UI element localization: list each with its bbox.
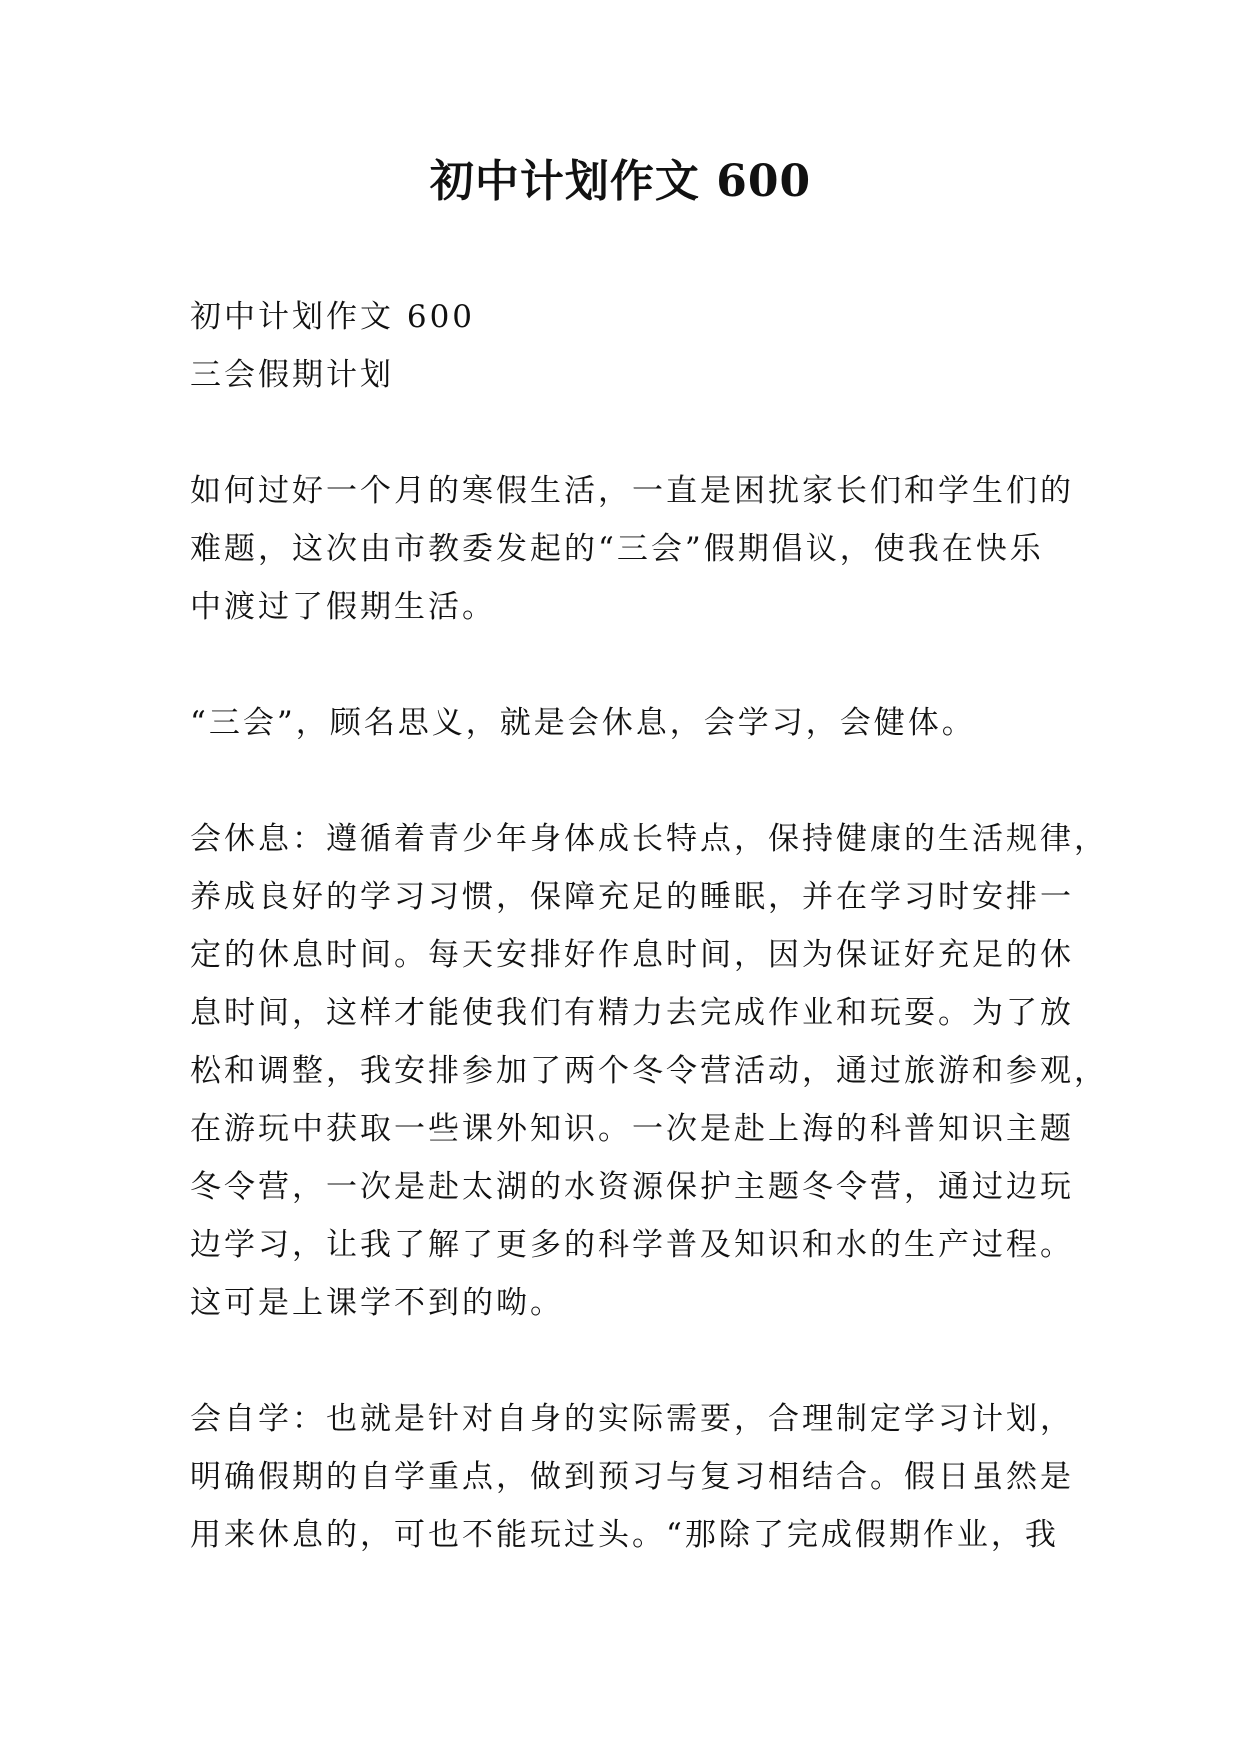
paragraph bbox=[190, 1390, 1074, 1564]
text-line: 在游玩中获取一些课外知识。一次是赴上海的科普知识主题 bbox=[190, 1111, 1074, 1147]
text-line: 边学习，让我了解了更多的科学普及知识和水的生产过程。 bbox=[190, 1227, 1074, 1263]
text-line: 难题，这次由市教委发起的“三会”假期倡议，使我在快乐 bbox=[190, 531, 1044, 567]
text-line: 明确假期的自学重点，做到预习与复习相结合。假日虽然是 bbox=[190, 1459, 1074, 1495]
header-line: 初中计划作文 600 bbox=[190, 299, 476, 335]
paragraph-gap bbox=[190, 752, 1070, 810]
paragraph-gap bbox=[190, 1332, 1070, 1390]
header-block bbox=[190, 288, 1070, 404]
text-line: “三会”，顾名思义，就是会休息，会学习，会健体。 bbox=[190, 705, 976, 741]
paragraph-gap bbox=[190, 636, 1070, 694]
text-line: 中渡过了假期生活。 bbox=[190, 589, 496, 625]
paragraph bbox=[190, 810, 1108, 1332]
text-line: 会自学：也就是针对自身的实际需要，合理制定学习计划， bbox=[190, 1401, 1074, 1437]
text-line: 定的休息时间。每天安排好作息时间，因为保证好充足的休 bbox=[190, 937, 1074, 973]
document-title: 初中计划作文 600 bbox=[429, 156, 812, 207]
paragraph bbox=[190, 462, 1074, 636]
header-line: 三会假期计划 bbox=[190, 357, 394, 393]
text-line: 松和调整，我安排参加了两个冬令营活动，通过旅游和参观， bbox=[190, 1053, 1108, 1089]
text-line: 用来休息的，可也不能玩过头。“那除了完成假期作业，我 bbox=[190, 1517, 1059, 1553]
document-body bbox=[190, 288, 1108, 1564]
text-line: 息时间，这样才能使我们有精力去完成作业和玩耍。为了放 bbox=[190, 995, 1074, 1031]
paragraph bbox=[190, 694, 1070, 752]
paragraph-gap bbox=[190, 404, 1070, 462]
text-line: 这可是上课学不到的呦。 bbox=[190, 1285, 564, 1321]
text-line: 养成良好的学习习惯，保障充足的睡眠，并在学习时安排一 bbox=[190, 879, 1074, 915]
text-line: 冬令营，一次是赴太湖的水资源保护主题冬令营，通过边玩 bbox=[190, 1169, 1074, 1205]
text-line: 如何过好一个月的寒假生活，一直是困扰家长们和学生们的 bbox=[190, 473, 1074, 509]
text-line: 会休息：遵循着青少年身体成长特点，保持健康的生活规律， bbox=[190, 821, 1108, 857]
